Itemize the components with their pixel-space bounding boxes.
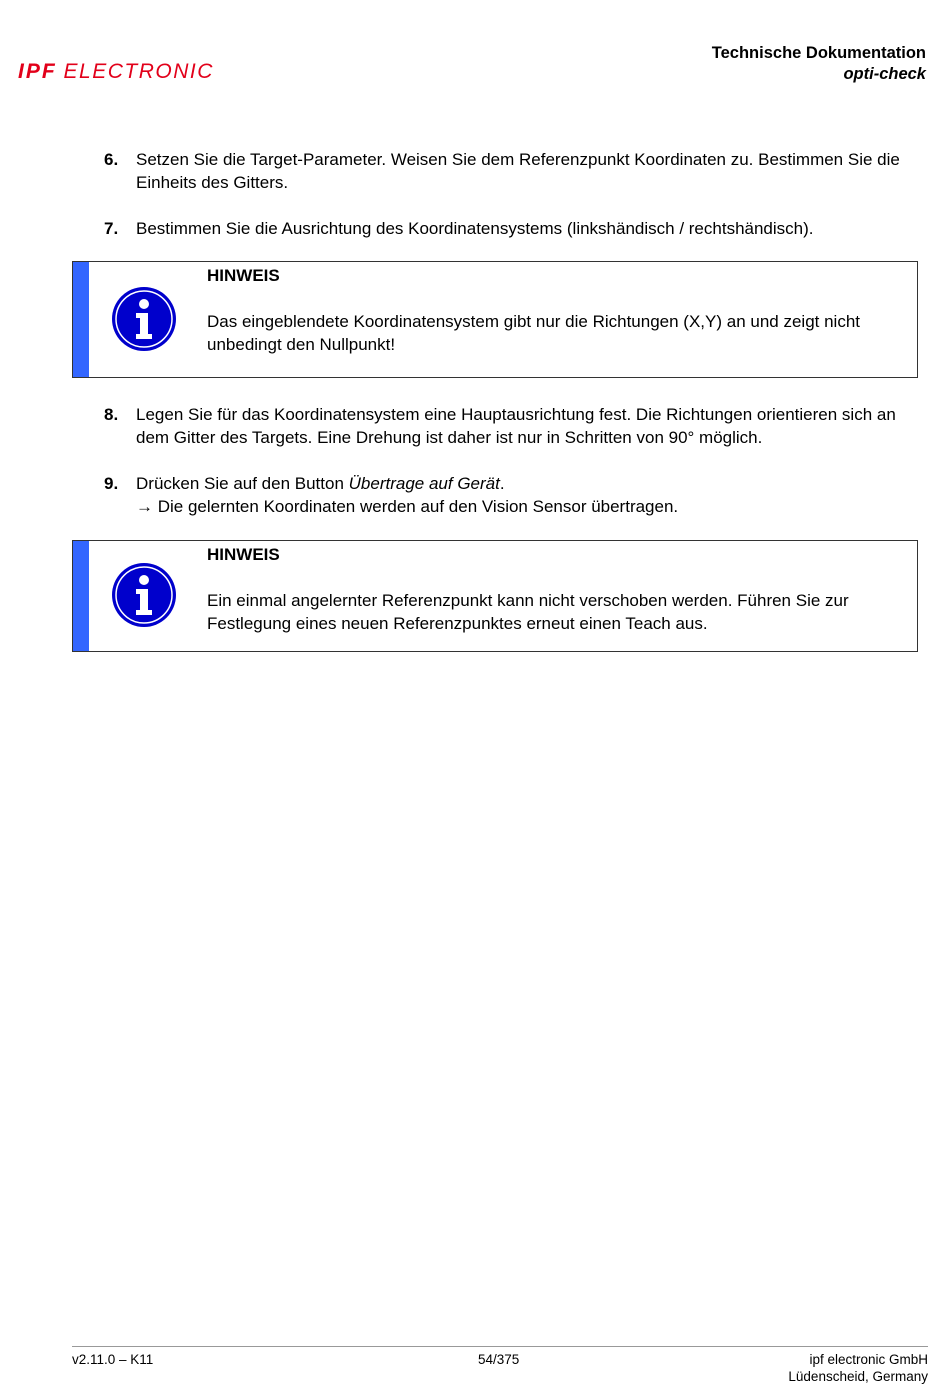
step-text: Bestimmen Sie die Ausrichtung des Koordinatensystems (linkshändisch / rechtshändisch). bbox=[136, 219, 814, 238]
step-6 bbox=[104, 148, 914, 194]
info-icon bbox=[111, 562, 177, 628]
step-text bbox=[136, 472, 914, 518]
company-logo bbox=[18, 60, 214, 84]
note-box-1 bbox=[72, 261, 918, 378]
step-text: Setzen Sie die Target-Parameter. Weisen Sie dem Referenzpunkt Koordinaten zu. Bestimmen Sie die Einheits des Gitters. bbox=[136, 150, 900, 192]
note-accent-bar bbox=[73, 262, 89, 377]
footer-location: Lüdenscheid, Germany bbox=[788, 1369, 928, 1384]
button-reference: Übertrage auf Gerät bbox=[348, 474, 500, 493]
note-body: Ein einmal angelernter Referenzpunkt kann nicht verschoben werden. Führen Sie zur Festlegung eines neuen Referenzpunktes erneut einen Teach aus. bbox=[207, 591, 849, 633]
footer-page-number: 54/375 bbox=[478, 1352, 520, 1367]
step-text: Legen Sie für das Koordinatensystem eine Hauptausrichtung fest. Die Richtungen orientieren sich an dem Gitter des Targets. Eine Drehung ist daher ist nur in Schritten von 90° möglich. bbox=[136, 405, 896, 447]
step-7 bbox=[104, 217, 914, 240]
step-number: 9. bbox=[104, 474, 119, 493]
footer-company-block bbox=[788, 1351, 928, 1385]
step-text-lead: Drücken Sie auf den Button bbox=[136, 474, 349, 493]
step-9 bbox=[104, 472, 914, 518]
note-heading: HINWEIS bbox=[207, 545, 280, 564]
info-icon bbox=[111, 286, 177, 352]
logo-word: ELECTRONIC bbox=[63, 60, 214, 83]
note-heading: HINWEIS bbox=[207, 266, 280, 285]
footer-version: v2.11.0 – K11 bbox=[72, 1352, 154, 1367]
document-subtitle: opti-check bbox=[843, 65, 926, 83]
footer-divider bbox=[72, 1346, 928, 1347]
step-number: 6. bbox=[104, 150, 119, 169]
note-box-2 bbox=[72, 540, 918, 652]
logo-brand: IPF bbox=[18, 60, 57, 83]
step-result: → Die gelernten Koordinaten werden auf den Vision Sensor übertragen. bbox=[136, 497, 679, 516]
note-body: Das eingeblendete Koordinatensystem gibt nur die Richtungen (X,Y) an und zeigt nicht unbedingt den Nullpunkt! bbox=[207, 312, 861, 354]
note-accent-bar bbox=[73, 541, 89, 651]
step-number: 7. bbox=[104, 219, 119, 238]
document-title-block bbox=[712, 43, 926, 85]
step-8 bbox=[104, 403, 914, 449]
document-title: Technische Dokumentation bbox=[711, 44, 926, 62]
step-number: 8. bbox=[104, 405, 119, 424]
footer-company: ipf electronic GmbH bbox=[809, 1352, 928, 1367]
step-text-end: . bbox=[499, 474, 505, 493]
